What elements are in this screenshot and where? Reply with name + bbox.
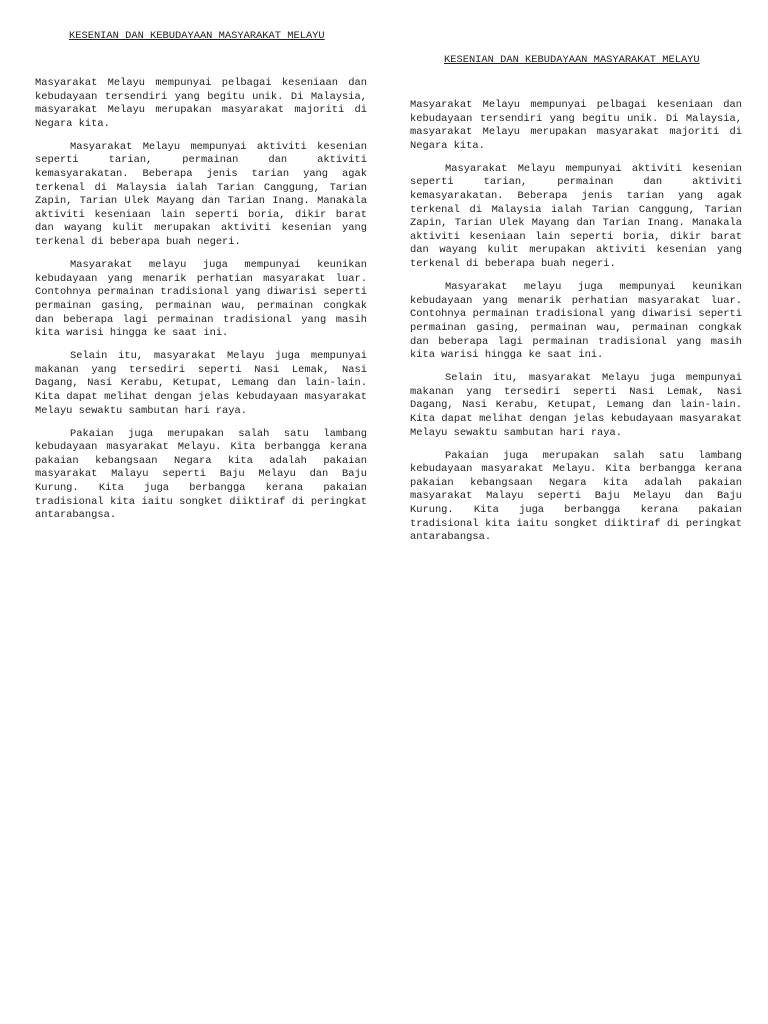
paragraph-food: Selain itu, masyarakat Melayu juga mempunyai makanan yang tersediri seperti Nasi Lemak, Nasi Dagang, Nasi Kerabu, Ketupat, Lemang dan lain-lain. Kita dapat melihat dengan jelas kebudayaan masyarakat Melayu sewaktu sambutan hari raya. xyxy=(35,350,367,417)
paragraph-clothing: Pakaian juga merupakan salah satu lambang kebudayaan masyarakat Melayu. Kita berbangga kerana pakaian kebangsaan Negara kita adalah pakaian masyarakat Malayu seperti Baju Melayu dan Baju Kurung. Kita juga berbangga kerana pakaian tradisional kita iaitu songket diiktiraf di peringkat antarabangsa. xyxy=(35,427,367,522)
right-page-copy xyxy=(410,54,742,554)
paragraph-traditional-games: Masyarakat melayu juga mempunyai keunikan kebudayaan yang menarik perhatian masyarakat luar. Contohnya permainan tradisional yang diwarisi seperti permainan gasing, permainan wau, permainan congkak dan beberapa lagi permainan tradisional yang masih kita warisi hingga ke saat ini. xyxy=(410,281,742,362)
left-page-copy xyxy=(35,30,367,532)
paragraph-food: Selain itu, masyarakat Melayu juga mempunyai makanan yang tersediri seperti Nasi Lemak, Nasi Dagang, Nasi Kerabu, Ketupat, Lemang dan lain-lain. Kita dapat melihat dengan jelas kebudayaan masyarakat Melayu sewaktu sambutan hari raya. xyxy=(410,372,742,439)
paragraph-clothing: Pakaian juga merupakan salah satu lambang kebudayaan masyarakat Melayu. Kita berbangga kerana pakaian kebangsaan Negara kita adalah pakaian masyarakat Malayu seperti Baju Melayu dan Baju Kurung. Kita juga berbangga kerana pakaian tradisional kita iaitu songket diiktiraf di peringkat antarabangsa. xyxy=(410,449,742,544)
paragraph-arts-activities: Masyarakat Melayu mempunyai aktiviti kesenian seperti tarian, permainan dan aktiviti kemasyarakatan. Beberapa jenis tarian yang agak terkenal di Malaysia ialah Tarian Canggung, Tarian Zapin, Tarian Ulek Mayang dan Tarian Inang. Manakala aktiviti keseniaan lain seperti boria, dikir barat dan wayang kulit merupakan aktiviti kesenian yang terkenal di beberapa buah negeri. xyxy=(35,140,367,249)
paragraph-intro: Masyarakat Melayu mempunyai pelbagai keseniaan dan kebudayaan tersendiri yang begitu unik. Di Malaysia, masyarakat Melayu merupakan masyarakat majoriti di Negara kita. xyxy=(35,77,367,130)
paragraph-traditional-games: Masyarakat melayu juga mempunyai keunikan kebudayaan yang menarik perhatian masyarakat luar. Contohnya permainan tradisional yang diwarisi seperti permainan gasing, permainan wau, permainan congkak dan beberapa lagi permainan tradisional yang masih kita warisi hingga ke saat ini. xyxy=(35,259,367,340)
document-title: KESENIAN DAN KEBUDAYAAN MASYARAKAT MELAYU xyxy=(444,54,700,66)
paragraph-intro: Masyarakat Melayu mempunyai pelbagai keseniaan dan kebudayaan tersendiri yang begitu unik. Di Malaysia, masyarakat Melayu merupakan masyarakat majoriti di Negara kita. xyxy=(410,99,742,152)
paragraph-arts-activities: Masyarakat Melayu mempunyai aktiviti kesenian seperti tarian, permainan dan aktiviti kemasyarakatan. Beberapa jenis tarian yang agak terkenal di Malaysia ialah Tarian Canggung, Tarian Zapin, Tarian Ulek Mayang dan Tarian Inang. Manakala aktiviti keseniaan lain seperti boria, dikir barat dan wayang kulit merupakan aktiviti kesenian yang terkenal di beberapa buah negeri. xyxy=(410,162,742,271)
document-title: KESENIAN DAN KEBUDAYAAN MASYARAKAT MELAYU xyxy=(69,30,325,42)
